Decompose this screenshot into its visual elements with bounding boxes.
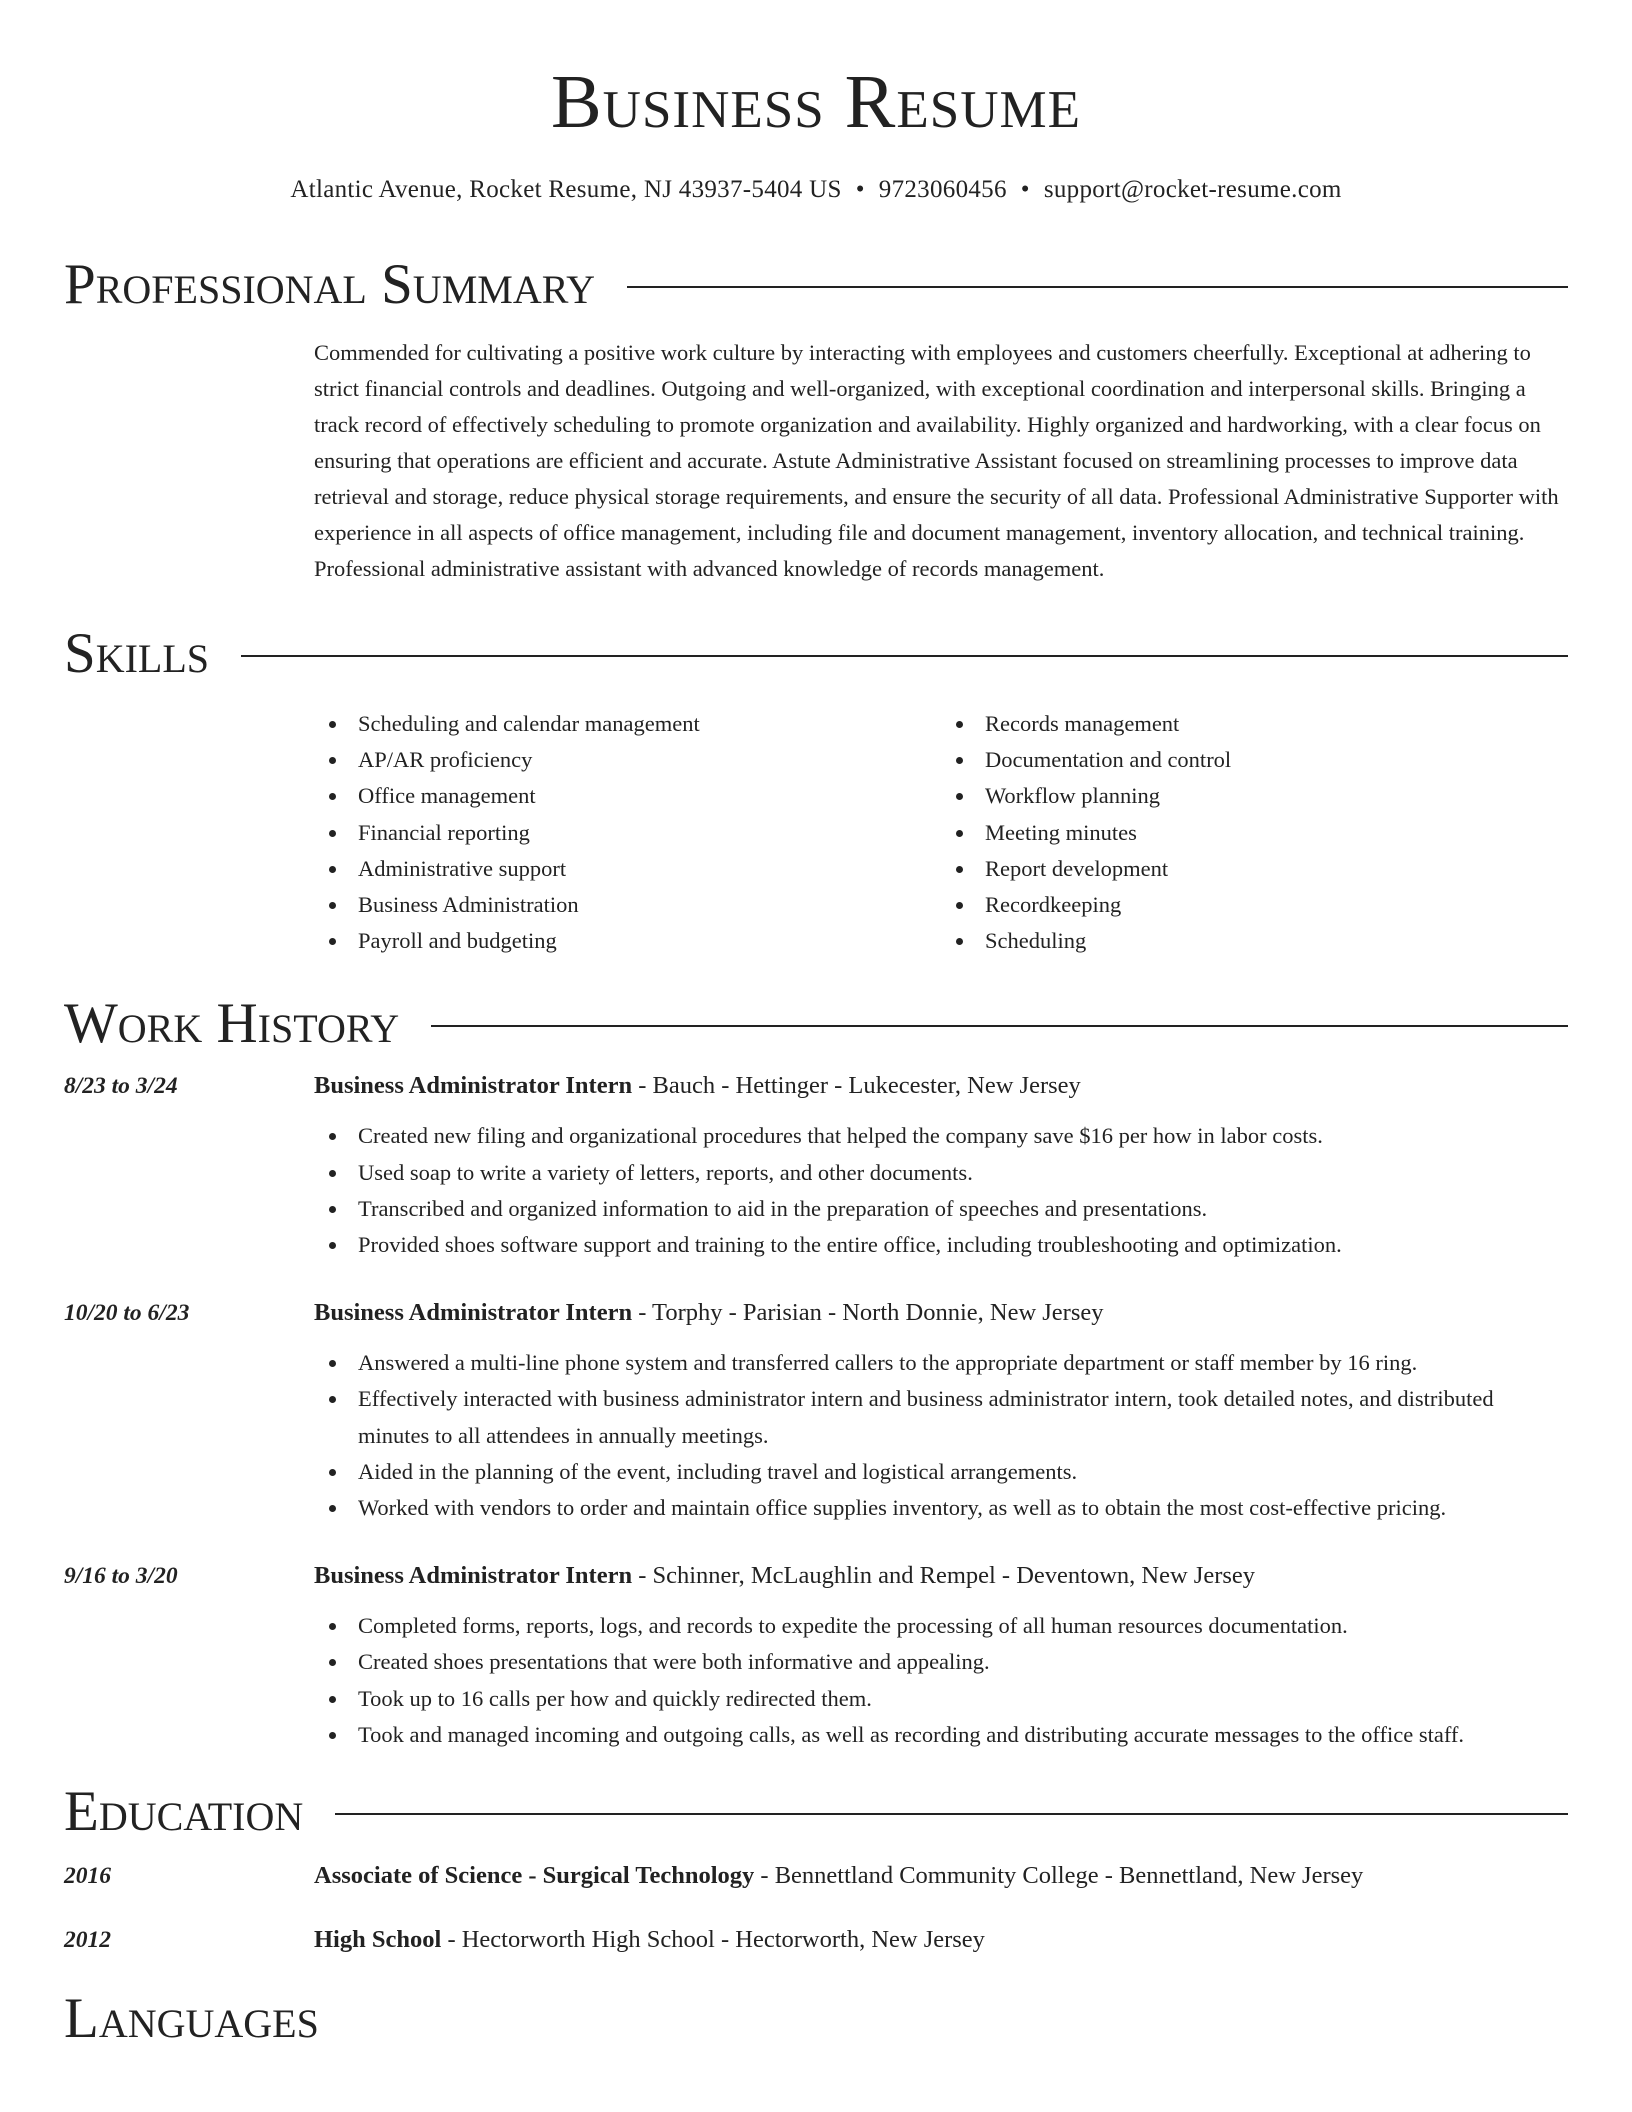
section-title: Languages: [64, 1987, 319, 2051]
job-title-line: [314, 1562, 1255, 1590]
skill-item: Scheduling and calendar management: [314, 706, 941, 742]
job-date: 8/23 to 3/24: [64, 1073, 178, 1100]
skills-list-left: [314, 706, 941, 959]
summary-section: [0, 253, 1632, 587]
job-header: [64, 1072, 1568, 1100]
job-date: 9/16 to 3/20: [64, 1563, 178, 1590]
skill-item: Report development: [941, 851, 1568, 887]
section-divider: [335, 1813, 1568, 1815]
section-header: [64, 622, 1568, 685]
resume-name: Business Resume: [550, 60, 1081, 144]
section-header: [64, 1987, 1568, 2051]
section-title: Work History: [64, 992, 400, 1056]
job-header: [64, 1562, 1568, 1590]
contact-separator: •: [855, 176, 865, 203]
education-line: [314, 1862, 1363, 1890]
section-divider: [241, 655, 1568, 657]
skill-item: Payroll and budgeting: [314, 923, 941, 959]
skill-item: Recordkeeping: [941, 887, 1568, 923]
education-degree: High School: [314, 1926, 442, 1954]
job-bullet: Worked with vendors to order and maintain office supplies inventory, as well as to obtain the most cost-effective pricing.: [314, 1490, 1568, 1526]
contact-phone: 9723060456: [878, 176, 1007, 203]
job-bullet: Provided shoes software support and training to the entire office, including troubleshooting and optimization.: [314, 1227, 1568, 1263]
skill-item: Office management: [314, 778, 941, 814]
skill-item: Administrative support: [314, 851, 941, 887]
skills-columns: [314, 706, 1568, 959]
job-role: Business Administrator Intern: [314, 1562, 633, 1590]
job-role: Business Administrator Intern: [314, 1299, 633, 1327]
job-employer: - Bauch - Hettinger - Lukecester, New Jersey: [632, 1072, 1081, 1100]
education-school: - Hectorworth High School - Hectorworth, New Jersey: [441, 1926, 985, 1954]
job-title-line: [314, 1299, 1104, 1327]
job-bullet: Answered a multi-line phone system and transferred callers to the appropriate department or staff member by 16 ring.: [314, 1345, 1568, 1381]
skills-list-right: [941, 706, 1568, 959]
skill-item: Workflow planning: [941, 778, 1568, 814]
skill-item: Financial reporting: [314, 815, 941, 851]
job-entry: [64, 1072, 1568, 1263]
job-employer: - Schinner, McLaughlin and Rempel - Deventown, New Jersey: [632, 1562, 1256, 1590]
skill-item: Meeting minutes: [941, 815, 1568, 851]
section-title: Education: [64, 1780, 304, 1844]
education-line: [314, 1926, 985, 1954]
job-bullet: Created new filing and organizational procedures that helped the company save $16 per how in labor costs.: [314, 1118, 1568, 1154]
skill-item: AP/AR proficiency: [314, 742, 941, 778]
section-divider: [431, 1025, 1568, 1027]
skill-item: Business Administration: [314, 887, 941, 923]
contact-address: Atlantic Avenue, Rocket Resume, NJ 43937-5404 US: [290, 176, 842, 203]
section-title: Skills: [64, 622, 210, 685]
work-history-section: [0, 992, 1632, 1753]
contact-line: [0, 176, 1632, 204]
job-bullet: Took up to 16 calls per how and quickly redirected them.: [314, 1681, 1568, 1717]
job-bullet: Effectively interacted with business administrator intern and business administrator intern, took detailed notes, and distributed minutes to all attendees in annually meetings.: [314, 1381, 1568, 1453]
education-section: [0, 1780, 1632, 1954]
skills-section: [0, 622, 1632, 959]
job-title-line: [314, 1072, 1081, 1100]
job-entry: [64, 1299, 1568, 1526]
education-entry: [64, 1862, 1568, 1890]
job-bullet: Aided in the planning of the event, including travel and logistical arrangements.: [314, 1454, 1568, 1490]
contact-email: support@rocket-resume.com: [1043, 176, 1342, 203]
job-employer: - Torphy - Parisian - North Donnie, New Jersey: [632, 1299, 1104, 1327]
section-header: [64, 253, 1568, 316]
job-bullet: Completed forms, reports, logs, and records to expedite the processing of all human resources documentation.: [314, 1608, 1568, 1644]
job-role: Business Administrator Intern: [314, 1072, 633, 1100]
education-degree: Associate of Science - Surgical Technology: [314, 1862, 755, 1890]
skill-item: Documentation and control: [941, 742, 1568, 778]
education-year: 2016: [64, 1863, 111, 1890]
section-title: Professional Summary: [64, 253, 596, 316]
job-entry: [64, 1562, 1568, 1753]
job-bullets: [314, 1608, 1568, 1753]
languages-section: [0, 1987, 1632, 2051]
job-bullet: Transcribed and organized information to aid in the preparation of speeches and presentations.: [314, 1191, 1568, 1227]
job-bullets: [314, 1118, 1568, 1263]
job-bullet: Took and managed incoming and outgoing calls, as well as recording and distributing accurate messages to the office staff.: [314, 1717, 1568, 1753]
summary-text: Commended for cultivating a positive work culture by interacting with employees and customers cheerfully. Exceptional at adhering to strict financial controls and deadlines. Outgoing and well-organized, with exceptional coordination and interpersonal skills. Bringing a track record of effectively scheduling to promote organization and availability. Highly organized and hardworking, with a clear focus on ensuring that operations are efficient and accurate. Astute Administrative Assistant focused on streamlining processes to improve data retrieval and storage, reduce physical storage requirements, and ensure the security of all data. Professional Administrative Supporter with experience in all aspects of office management, including file and document management, inventory allocation, and technical training. Professional administrative assistant with advanced knowledge of records management.: [314, 340, 1559, 581]
skill-item: Scheduling: [941, 923, 1568, 959]
education-year: 2012: [64, 1927, 111, 1954]
job-bullet: Used soap to write a variety of letters, reports, and other documents.: [314, 1155, 1568, 1191]
section-divider: [627, 286, 1568, 288]
section-header: [64, 1780, 1568, 1844]
job-bullet: Created shoes presentations that were both informative and appealing.: [314, 1644, 1568, 1680]
job-header: [64, 1299, 1568, 1327]
skill-item: Records management: [941, 706, 1568, 742]
section-header: [64, 992, 1568, 1056]
education-school: - Bennettland Community College - Bennettland, New Jersey: [754, 1862, 1364, 1890]
job-bullets: [314, 1345, 1568, 1526]
contact-separator: •: [1020, 176, 1030, 203]
job-date: 10/20 to 6/23: [64, 1300, 190, 1327]
education-entry: [64, 1926, 1568, 1954]
